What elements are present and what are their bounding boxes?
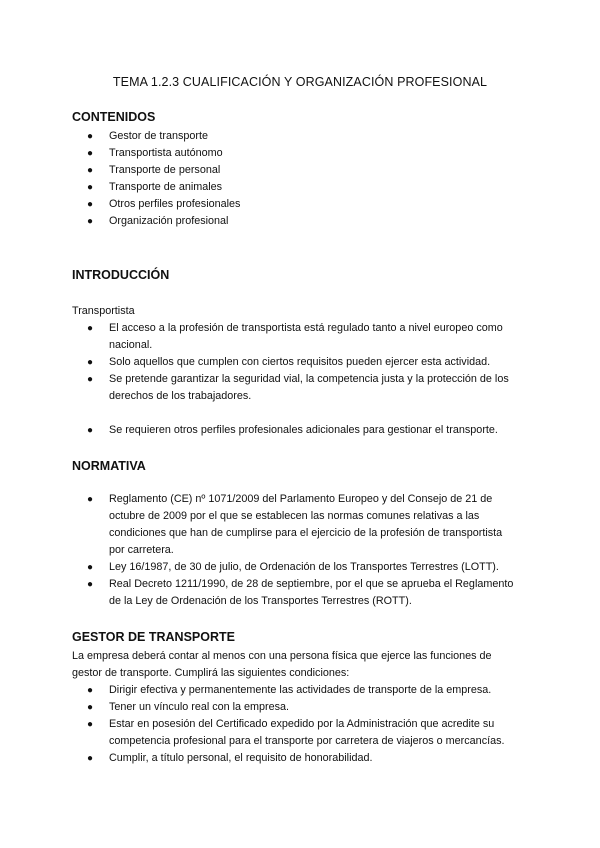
list-item-text: Ley 16/1987, de 30 de julio, de Ordenación de los Transportes Terrestres (LOTT). xyxy=(109,561,499,573)
bullet-icon: ● xyxy=(87,425,94,436)
normativa-list xyxy=(0,491,514,610)
bullet-icon: ● xyxy=(87,357,94,368)
gestor-list xyxy=(0,682,514,767)
introduccion-subheading: Transportista xyxy=(72,305,135,317)
bullet-icon: ● xyxy=(87,702,94,713)
list-item xyxy=(0,716,514,750)
bullet-icon: ● xyxy=(87,579,94,590)
gestor-heading: GESTOR DE TRANSPORTE xyxy=(72,630,235,644)
list-item-text: Cumplir, a título personal, el requisito de honorabilidad. xyxy=(109,752,373,764)
bullet-icon: ● xyxy=(87,165,94,176)
list-item xyxy=(0,371,514,405)
bullet-icon: ● xyxy=(87,323,94,334)
normativa-heading: NORMATIVA xyxy=(72,459,146,473)
bullet-icon: ● xyxy=(87,216,94,227)
bullet-icon: ● xyxy=(87,562,94,573)
bullet-icon: ● xyxy=(87,148,94,159)
list-item-text: Gestor de transporte xyxy=(109,130,209,142)
list-item xyxy=(0,559,514,576)
list-item xyxy=(0,145,514,162)
list-item-text: Reglamento (CE) nº 1071/2009 del Parlamento Europeo y del Consejo de 21 de octubre de 2009 por el que se establecen las normas comunes relativas a las condiciones que han de cumplirse para el ejercicio de la profesión de transportista por carretera. xyxy=(109,493,503,556)
list-item-text: Dirigir efectiva y permanentemente las actividades de transporte de la empresa. xyxy=(109,684,492,696)
contenidos-heading: CONTENIDOS xyxy=(72,110,156,124)
list-item-text: Transportista autónomo xyxy=(109,147,223,159)
list-item-text: Transporte de personal xyxy=(109,164,221,176)
contenidos-list xyxy=(0,128,514,230)
list-item-text: Real Decreto 1211/1990, de 28 de septiembre, por el que se aprueba el Reglamento de la Ley de Ordenación de los Transportes Terrestres (ROTT). xyxy=(109,578,514,607)
list-item-text: Organización profesional xyxy=(109,215,229,227)
list-item xyxy=(0,491,514,559)
list-item-text: Se pretende garantizar la seguridad vial, la competencia justa y la protección de los derechos de los trabajadores. xyxy=(109,373,509,402)
page-title: TEMA 1.2.3 CUALIFICACIÓN Y ORGANIZACIÓN PROFESIONAL xyxy=(112,75,488,89)
list-item xyxy=(0,750,514,767)
bullet-icon: ● xyxy=(87,719,94,730)
list-item xyxy=(0,354,514,371)
list-item xyxy=(0,422,514,439)
bullet-icon: ● xyxy=(87,685,94,696)
introduccion-list xyxy=(0,320,514,405)
bullet-icon: ● xyxy=(87,494,94,505)
bullet-icon: ● xyxy=(87,753,94,764)
list-item-text: Transporte de animales xyxy=(109,181,223,193)
introduccion-heading: INTRODUCCIÓN xyxy=(72,268,170,282)
list-item-text: Se requieren otros perfiles profesionales adicionales para gestionar el transporte. xyxy=(109,424,498,436)
list-item xyxy=(0,320,514,354)
gestor-intro: La empresa deberá contar al menos con una persona física que ejerce las funciones de gestor de transporte. Cumplirá las siguientes condiciones: xyxy=(72,650,492,679)
list-item-text: Tener un vínculo real con la empresa. xyxy=(109,701,290,713)
list-item-text: Estar en posesión del Certificado expedido por la Administración que acredite su competencia profesional para el transporte por carretera de viajeros o mercancías. xyxy=(109,718,505,747)
list-item xyxy=(0,213,514,230)
bullet-icon: ● xyxy=(87,182,94,193)
bullet-icon: ● xyxy=(87,131,94,142)
list-item xyxy=(0,162,514,179)
list-item-text: El acceso a la profesión de transportista está regulado tanto a nivel europeo como nacional. xyxy=(109,322,503,351)
list-item xyxy=(0,128,514,145)
list-item xyxy=(0,196,514,213)
introduccion-extra-list xyxy=(0,422,514,439)
list-item-text: Otros perfiles profesionales xyxy=(109,198,241,210)
bullet-icon: ● xyxy=(87,374,94,385)
list-item xyxy=(0,682,514,699)
list-item xyxy=(0,576,514,610)
list-item-text: Solo aquellos que cumplen con ciertos requisitos pueden ejercer esta actividad. xyxy=(109,356,491,368)
list-item xyxy=(0,699,514,716)
list-item xyxy=(0,179,514,196)
bullet-icon: ● xyxy=(87,199,94,210)
